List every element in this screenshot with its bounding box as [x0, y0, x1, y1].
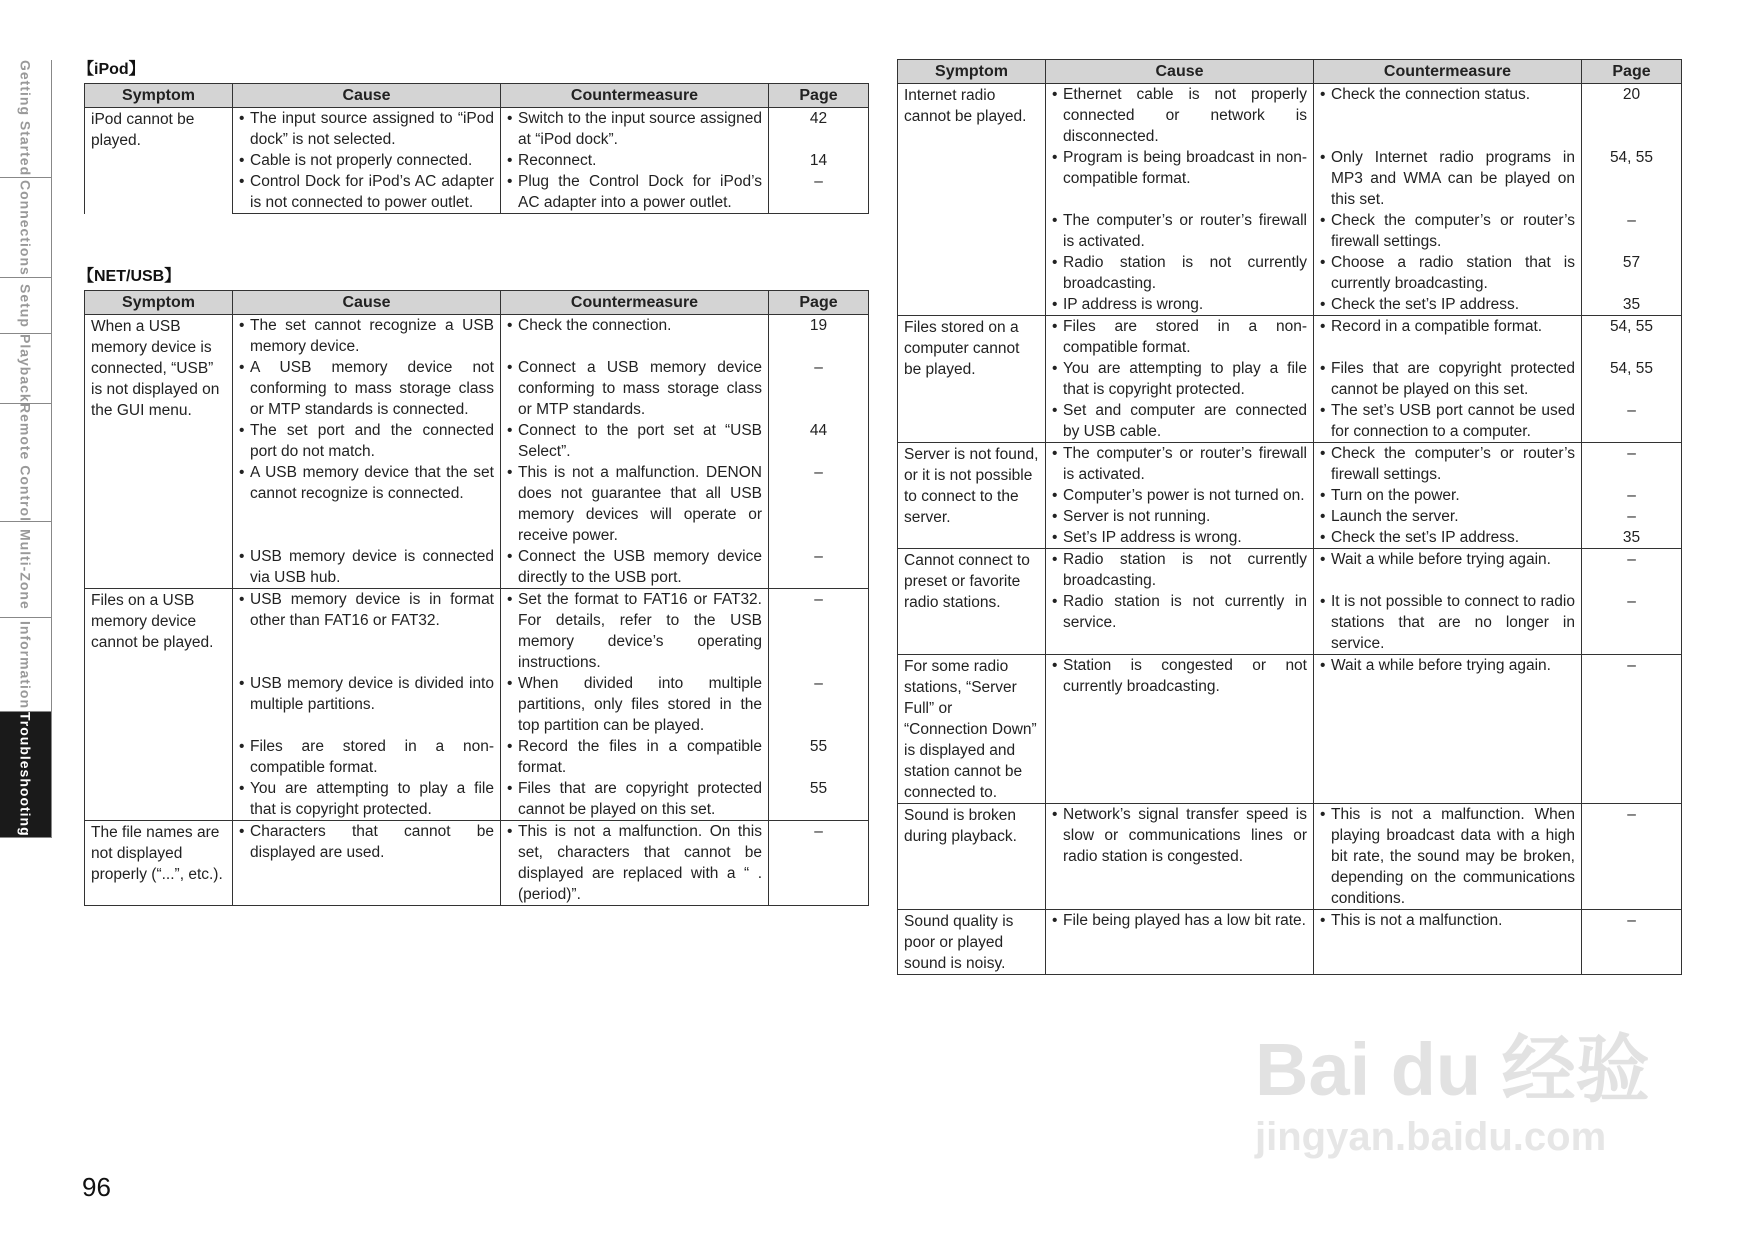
cause-text: • IP address is wrong.	[1052, 294, 1307, 315]
cause-cell	[233, 736, 501, 778]
countermeasure-header: Countermeasure	[501, 84, 769, 108]
cause-cell	[1046, 400, 1314, 443]
cause-text: • A USB memory device that the set cannot recognize is connected.	[239, 462, 494, 504]
table-row	[898, 443, 1682, 486]
cause-cell	[233, 546, 501, 589]
page-cell: –	[1582, 655, 1682, 804]
page-cell: 19	[769, 315, 869, 358]
cause-cell	[1046, 316, 1314, 359]
cause-text: • USB memory device is connected via USB hub.	[239, 546, 494, 588]
cause-cell	[233, 462, 501, 546]
page-number: 96	[82, 1172, 111, 1202]
cause-text: • Files are stored in a non-compatible format.	[239, 736, 494, 778]
page-cell: 55	[769, 736, 869, 778]
cause-cell	[1046, 655, 1314, 804]
symptom-cell: Server is not found, or it is not possible to connect to the server.	[898, 443, 1046, 549]
countermeasure-cell	[501, 778, 769, 821]
page-cell: –	[1582, 804, 1682, 910]
symptom-cell: The file names are not displayed properly (“...”, etc.).	[85, 821, 233, 906]
countermeasure-text: • Check the connection.	[507, 315, 762, 336]
cause-text: • Set’s IP address is wrong.	[1052, 527, 1307, 548]
side-tab-playback[interactable]: Playback	[0, 334, 52, 404]
cause-cell	[1046, 910, 1314, 975]
side-tab-connections[interactable]: Connections	[0, 178, 52, 278]
countermeasure-text: • Connect to the port set at “USB Select”.	[507, 420, 762, 462]
page-cell: –	[769, 462, 869, 546]
symptom-cell: For some radio stations, “Server Full” or “Connection Down” is displayed and station cannot be connected to.	[898, 655, 1046, 804]
countermeasure-cell	[1314, 506, 1582, 527]
page-cell: –	[1582, 549, 1682, 592]
countermeasure-cell	[1314, 655, 1582, 804]
page-cell: 14	[769, 150, 869, 171]
cause-text: • Server is not running.	[1052, 506, 1307, 527]
table-row	[85, 315, 869, 358]
cause-text: • You are attempting to play a file that is copyright protected.	[1052, 358, 1307, 400]
cause-text: • Radio station is not currently in service.	[1052, 591, 1307, 633]
cause-cell	[233, 778, 501, 821]
table-row	[85, 589, 869, 674]
cause-cell	[1046, 443, 1314, 486]
side-tab-setup[interactable]: Setup	[0, 278, 52, 334]
countermeasure-cell	[501, 108, 769, 151]
countermeasure-text: • Connect a USB memory device conforming to mass storage class or MTP standards.	[507, 357, 762, 420]
cause-text: • Characters that cannot be displayed are used.	[239, 821, 494, 863]
cause-text: • The computer’s or router’s firewall is activated.	[1052, 443, 1307, 485]
table-row	[898, 910, 1682, 975]
countermeasure-text: • This is not a malfunction. DENON does not guarantee that all USB memory devices will operate or receive power.	[507, 462, 762, 546]
symptom-cell: Cannot connect to preset or favorite radio stations.	[898, 549, 1046, 655]
countermeasure-cell	[501, 315, 769, 358]
countermeasure-text: • Turn on the power.	[1320, 485, 1575, 506]
table-row	[898, 655, 1682, 804]
cause-text: • Radio station is not currently broadcasting.	[1052, 252, 1307, 294]
page-header: Page	[769, 291, 869, 315]
cause-header: Cause	[1046, 60, 1314, 84]
countermeasure-cell	[1314, 252, 1582, 294]
page-cell: 55	[769, 778, 869, 821]
countermeasure-cell	[1314, 527, 1582, 549]
countermeasure-text: • Check the set’s IP address.	[1320, 527, 1575, 548]
cause-cell	[1046, 804, 1314, 910]
countermeasure-cell	[1314, 147, 1582, 210]
cause-text: • USB memory device is divided into multiple partitions.	[239, 673, 494, 715]
table-row	[898, 549, 1682, 592]
page-header: Page	[769, 84, 869, 108]
cause-cell	[1046, 358, 1314, 400]
countermeasure-cell	[501, 736, 769, 778]
side-tab-getting-started[interactable]: Getting Started	[0, 60, 52, 178]
symptom-header: Symptom	[898, 60, 1046, 84]
table-row	[85, 821, 869, 906]
cause-text: • The input source assigned to “iPod dock” is not selected.	[239, 108, 494, 150]
cause-cell	[233, 673, 501, 736]
countermeasure-cell	[1314, 358, 1582, 400]
countermeasure-text: • Set the format to FAT16 or FAT32. For details, refer to the USB memory device’s operating instructions.	[507, 589, 762, 673]
page-cell: –	[769, 357, 869, 420]
network-table	[897, 59, 1682, 975]
netusb-table	[84, 290, 869, 906]
countermeasure-text: • Check the connection status.	[1320, 84, 1575, 105]
page-cell: –	[1582, 400, 1682, 443]
table-row	[898, 316, 1682, 359]
cause-header: Cause	[233, 291, 501, 315]
page-cell: –	[1582, 506, 1682, 527]
countermeasure-cell	[1314, 84, 1582, 148]
countermeasure-cell	[1314, 910, 1582, 975]
cause-cell	[233, 171, 501, 214]
cause-text: • Cable is not properly connected.	[239, 150, 494, 171]
cause-cell	[1046, 527, 1314, 549]
countermeasure-text: • Connect the USB memory device directly to the USB port.	[507, 546, 762, 588]
countermeasure-cell	[501, 150, 769, 171]
cause-cell	[233, 315, 501, 358]
countermeasure-cell	[1314, 549, 1582, 592]
cause-cell	[233, 821, 501, 906]
page-cell: 54, 55	[1582, 147, 1682, 210]
countermeasure-cell	[1314, 485, 1582, 506]
cause-text: • Station is congested or not currently broadcasting.	[1052, 655, 1307, 697]
page-cell: –	[769, 589, 869, 674]
symptom-header: Symptom	[85, 84, 233, 108]
countermeasure-text: • It is not possible to connect to radio stations that are no longer in service.	[1320, 591, 1575, 654]
countermeasure-text: • Check the computer’s or router’s firewall settings.	[1320, 210, 1575, 252]
page-cell: –	[1582, 210, 1682, 252]
cause-cell	[1046, 252, 1314, 294]
countermeasure-cell	[1314, 591, 1582, 655]
cause-header: Cause	[233, 84, 501, 108]
side-tab-troubleshooting[interactable]: Troubleshooting	[0, 712, 52, 838]
cause-cell	[1046, 549, 1314, 592]
cause-text: • File being played has a low bit rate.	[1052, 910, 1307, 931]
page-cell: –	[769, 171, 869, 214]
countermeasure-text: • Check the set’s IP address.	[1320, 294, 1575, 315]
cause-text: • Set and computer are connected by USB cable.	[1052, 400, 1307, 442]
side-tab-remote-control[interactable]: Remote Control	[0, 404, 52, 522]
cause-cell	[1046, 485, 1314, 506]
table-row	[898, 804, 1682, 910]
symptom-cell: Sound is broken during playback.	[898, 804, 1046, 910]
side-tab-information[interactable]: Information	[0, 618, 52, 712]
countermeasure-text: • When divided into multiple partitions, only files stored in the top partition can be played.	[507, 673, 762, 736]
symptom-header: Symptom	[85, 291, 233, 315]
page-cell: –	[1582, 910, 1682, 975]
cause-text: • You are attempting to play a file that is copyright protected.	[239, 778, 494, 820]
countermeasure-cell	[1314, 443, 1582, 486]
cause-cell	[1046, 294, 1314, 316]
countermeasure-header: Countermeasure	[1314, 60, 1582, 84]
symptom-cell: When a USB memory device is connected, “USB” is not displayed on the GUI menu.	[85, 315, 233, 589]
watermark-url: jingyan.baidu.com	[1255, 1115, 1607, 1159]
cause-text: • Control Dock for iPod’s AC adapter is not connected to power outlet.	[239, 171, 494, 213]
countermeasure-cell	[1314, 804, 1582, 910]
cause-text: • The set cannot recognize a USB memory device.	[239, 315, 494, 357]
cause-cell	[233, 150, 501, 171]
countermeasure-text: • Choose a radio station that is currently broadcasting.	[1320, 252, 1575, 294]
countermeasure-cell	[1314, 400, 1582, 443]
countermeasure-cell	[501, 462, 769, 546]
countermeasure-cell	[1314, 294, 1582, 316]
page-cell: 35	[1582, 527, 1682, 549]
page-cell: –	[1582, 485, 1682, 506]
countermeasure-text: • The set’s USB port cannot be used for connection to a computer.	[1320, 400, 1575, 442]
countermeasure-cell	[1314, 210, 1582, 252]
cause-text: • The set port and the connected port do not match.	[239, 420, 494, 462]
page-cell: –	[769, 546, 869, 589]
watermark-logo: Bai du 经验	[1255, 1028, 1650, 1111]
table-row	[898, 84, 1682, 148]
page-cell: –	[1582, 591, 1682, 655]
cause-text: • A USB memory device not conforming to mass storage class or MTP standards is connected.	[239, 357, 494, 420]
cause-cell	[1046, 591, 1314, 655]
cause-text: • USB memory device is in format other than FAT16 or FAT32.	[239, 589, 494, 631]
side-tab-multi-zone[interactable]: Multi-Zone	[0, 522, 52, 618]
page-cell: 20	[1582, 84, 1682, 148]
page-cell: 42	[769, 108, 869, 151]
cause-text: • Computer’s power is not turned on.	[1052, 485, 1307, 506]
countermeasure-text: • Record in a compatible format.	[1320, 316, 1575, 337]
countermeasure-text: • Only Internet radio programs in MP3 and WMA can be played on this set.	[1320, 147, 1575, 210]
countermeasure-text: • Switch to the input source assigned at “iPod dock”.	[507, 108, 762, 150]
page-cell: –	[769, 821, 869, 906]
page-cell: 35	[1582, 294, 1682, 316]
countermeasure-text: • Files that are copyright protected cannot be played on this set.	[1320, 358, 1575, 400]
cause-text: • Network’s signal transfer speed is slow or communications lines or radio station is congested.	[1052, 804, 1307, 867]
cause-text: • Files are stored in a non-compatible format.	[1052, 316, 1307, 358]
countermeasure-text: • Files that are copyright protected cannot be played on this set.	[507, 778, 762, 820]
countermeasure-text: • Wait a while before trying again.	[1320, 655, 1575, 676]
countermeasure-cell	[501, 821, 769, 906]
countermeasure-text: • Wait a while before trying again.	[1320, 549, 1575, 570]
countermeasure-header: Countermeasure	[501, 291, 769, 315]
cause-cell	[1046, 147, 1314, 210]
cause-cell	[1046, 84, 1314, 148]
symptom-cell: iPod cannot be played.	[85, 108, 233, 214]
cause-text: • Ethernet cable is not properly connected or network is disconnected.	[1052, 84, 1307, 147]
cause-cell	[233, 589, 501, 674]
cause-text: • Radio station is not currently broadcasting.	[1052, 549, 1307, 591]
cause-text: • The computer’s or router’s firewall is activated.	[1052, 210, 1307, 252]
page-cell: 44	[769, 420, 869, 462]
cause-cell	[1046, 210, 1314, 252]
cause-text: • Program is being broadcast in non-compatible format.	[1052, 147, 1307, 189]
symptom-cell: Files stored on a computer cannot be played.	[898, 316, 1046, 443]
cause-cell	[233, 420, 501, 462]
ipod-section-title: 【iPod】	[78, 61, 145, 78]
countermeasure-cell	[501, 357, 769, 420]
countermeasure-text: • Record the files in a compatible format.	[507, 736, 762, 778]
countermeasure-cell	[1314, 316, 1582, 359]
ipod-table	[84, 83, 869, 214]
symptom-cell: Internet radio cannot be played.	[898, 84, 1046, 316]
page-cell: –	[769, 673, 869, 736]
cause-cell	[233, 108, 501, 151]
countermeasure-text: • This is not a malfunction. On this set, characters that cannot be displayed are replaced with a “ . (period)”.	[507, 821, 762, 905]
page-header: Page	[1582, 60, 1682, 84]
countermeasure-cell	[501, 589, 769, 674]
cause-cell	[233, 357, 501, 420]
countermeasure-cell	[501, 546, 769, 589]
countermeasure-cell	[501, 420, 769, 462]
countermeasure-text: • Check the computer’s or router’s firewall settings.	[1320, 443, 1575, 485]
countermeasure-text: • Launch the server.	[1320, 506, 1575, 527]
page-cell: –	[1582, 443, 1682, 486]
countermeasure-text: • Plug the Control Dock for iPod’s AC adapter into a power outlet.	[507, 171, 762, 213]
page-cell: 57	[1582, 252, 1682, 294]
countermeasure-text: • Reconnect.	[507, 150, 762, 171]
cause-cell	[1046, 506, 1314, 527]
countermeasure-text: • This is not a malfunction. When playing broadcast data with a high bit rate, the sound may be broken, depending on the communications conditions.	[1320, 804, 1575, 909]
countermeasure-text: • This is not a malfunction.	[1320, 910, 1575, 931]
table-row	[85, 108, 869, 151]
symptom-cell: Files on a USB memory device cannot be played.	[85, 589, 233, 821]
page-cell: 54, 55	[1582, 316, 1682, 359]
netusb-section-title: 【NET/USB】	[78, 268, 181, 285]
page-cell: 54, 55	[1582, 358, 1682, 400]
symptom-cell: Sound quality is poor or played sound is noisy.	[898, 910, 1046, 975]
countermeasure-cell	[501, 673, 769, 736]
countermeasure-cell	[501, 171, 769, 214]
